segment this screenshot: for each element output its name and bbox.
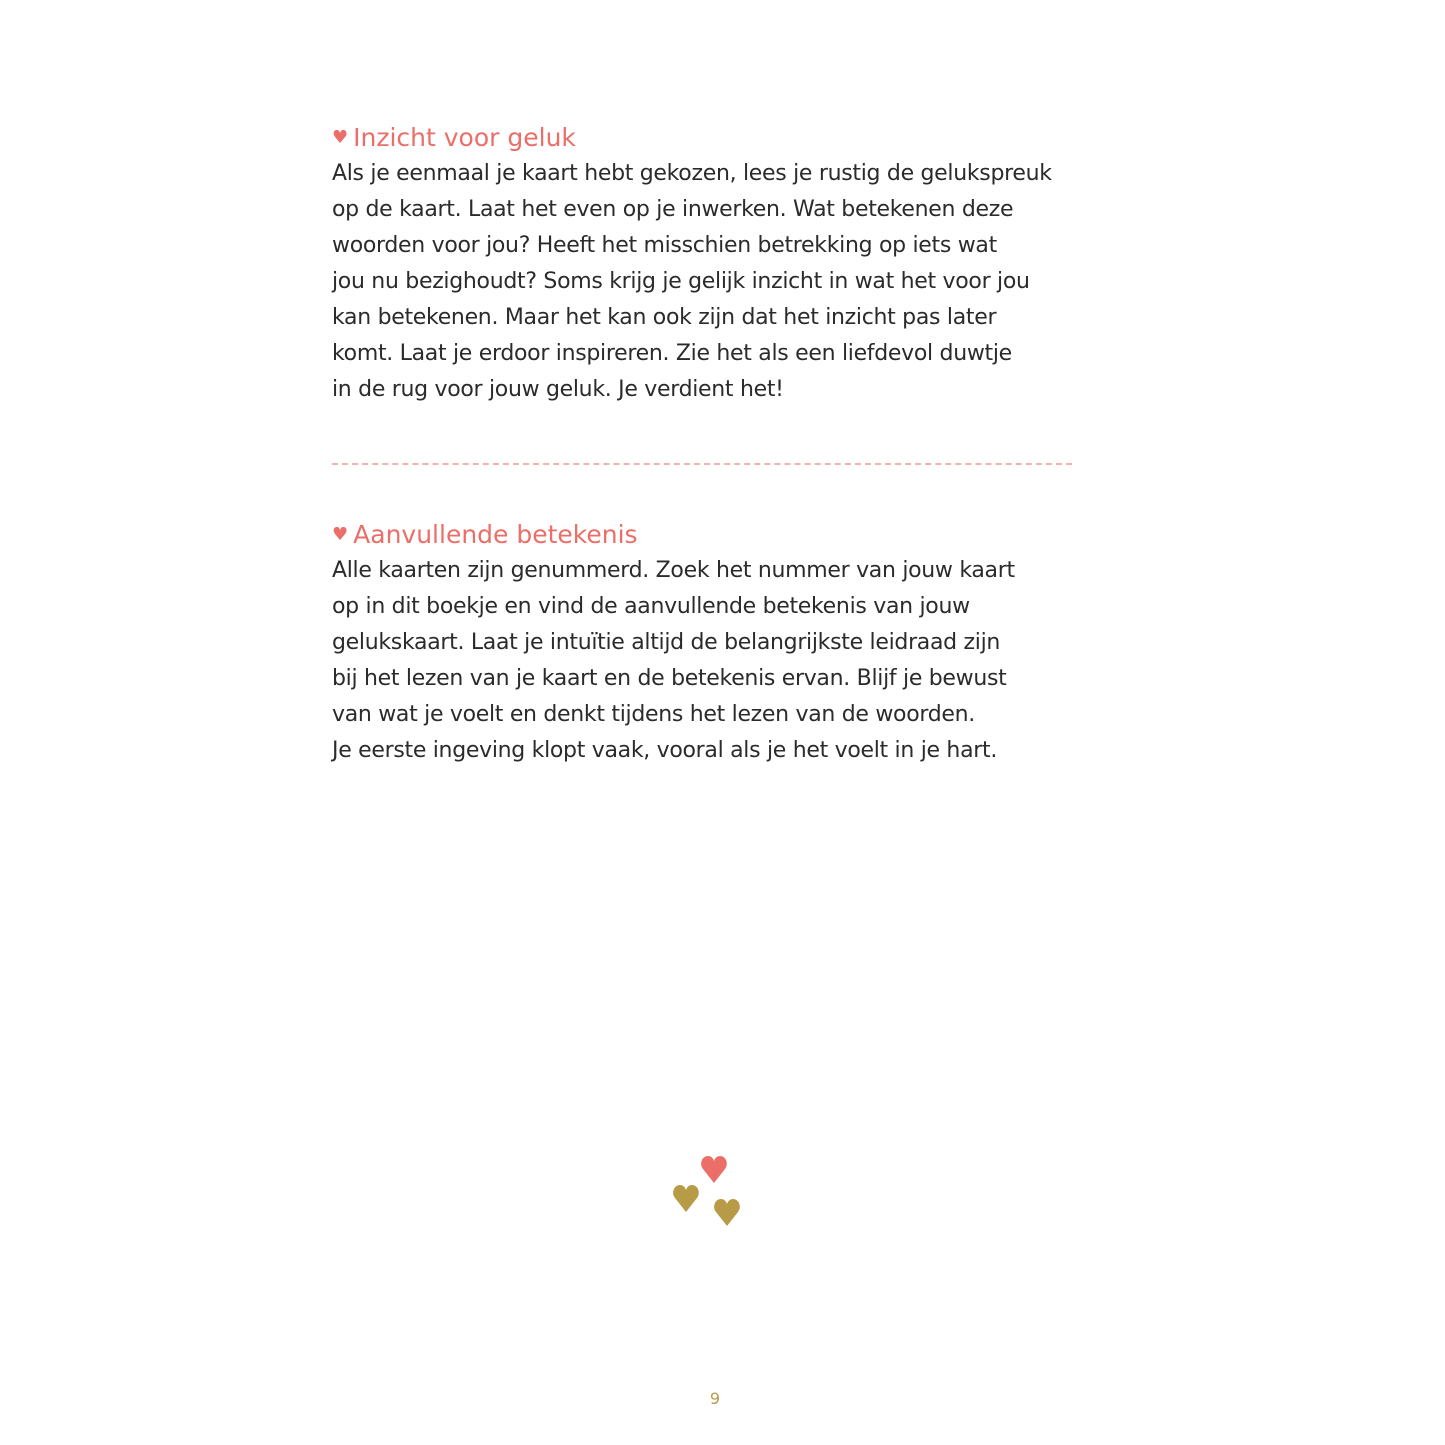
body-line: Als je eenmaal je kaart hebt gekozen, lees je rustig de gelukspreuk	[332, 161, 1052, 186]
dashed-divider	[332, 463, 1072, 465]
section-body	[332, 156, 1112, 408]
body-line: Je eerste ingeving klopt vaak, vooral als je het voelt in je hart.	[332, 738, 998, 763]
gold-heart-right-icon	[714, 1199, 740, 1226]
heart-bullet-icon: ♥	[332, 127, 349, 148]
body-line: jou nu bezighoudt? Soms krijg je gelijk inzicht in wat het voor jou	[332, 269, 1030, 294]
body-line: woorden voor jou? Heeft het misschien betrekking op iets wat	[332, 233, 997, 258]
section-heading	[332, 517, 1112, 553]
red-heart-icon	[701, 1156, 727, 1183]
section-heading-text: Aanvullende betekenis	[353, 520, 638, 549]
hearts-ornament-icon	[660, 1140, 760, 1240]
body-line: in de rug voor jouw geluk. Je verdient het!	[332, 377, 784, 402]
body-line: Alle kaarten zijn genummerd. Zoek het nummer van jouw kaart	[332, 558, 1015, 583]
body-line: van wat je voelt en denkt tijdens het lezen van de woorden.	[332, 702, 975, 727]
body-line: komt. Laat je erdoor inspireren. Zie het als een liefdevol duwtje	[332, 341, 1012, 366]
body-line: kan betekenen. Maar het kan ook zijn dat het inzicht pas later	[332, 305, 997, 330]
page-number: 9	[709, 1389, 721, 1408]
body-line: gelukskaart. Laat je intuïtie altijd de belangrijkste leidraad zijn	[332, 630, 1001, 655]
heart-bullet-icon: ♥	[332, 524, 349, 545]
section-inzicht-voor-geluk	[332, 120, 1112, 408]
gold-heart-left-icon	[673, 1185, 699, 1212]
body-line: op in dit boekje en vind de aanvullende betekenis van jouw	[332, 594, 970, 619]
body-line: op de kaart. Laat het even op je inwerken. Wat betekenen deze	[332, 197, 1014, 222]
section-heading-text: Inzicht voor geluk	[353, 123, 576, 152]
body-line: bij het lezen van je kaart en de betekenis ervan. Blijf je bewust	[332, 666, 1007, 691]
section-aanvullende-betekenis	[332, 517, 1112, 769]
section-body	[332, 553, 1112, 769]
section-heading	[332, 120, 1112, 156]
